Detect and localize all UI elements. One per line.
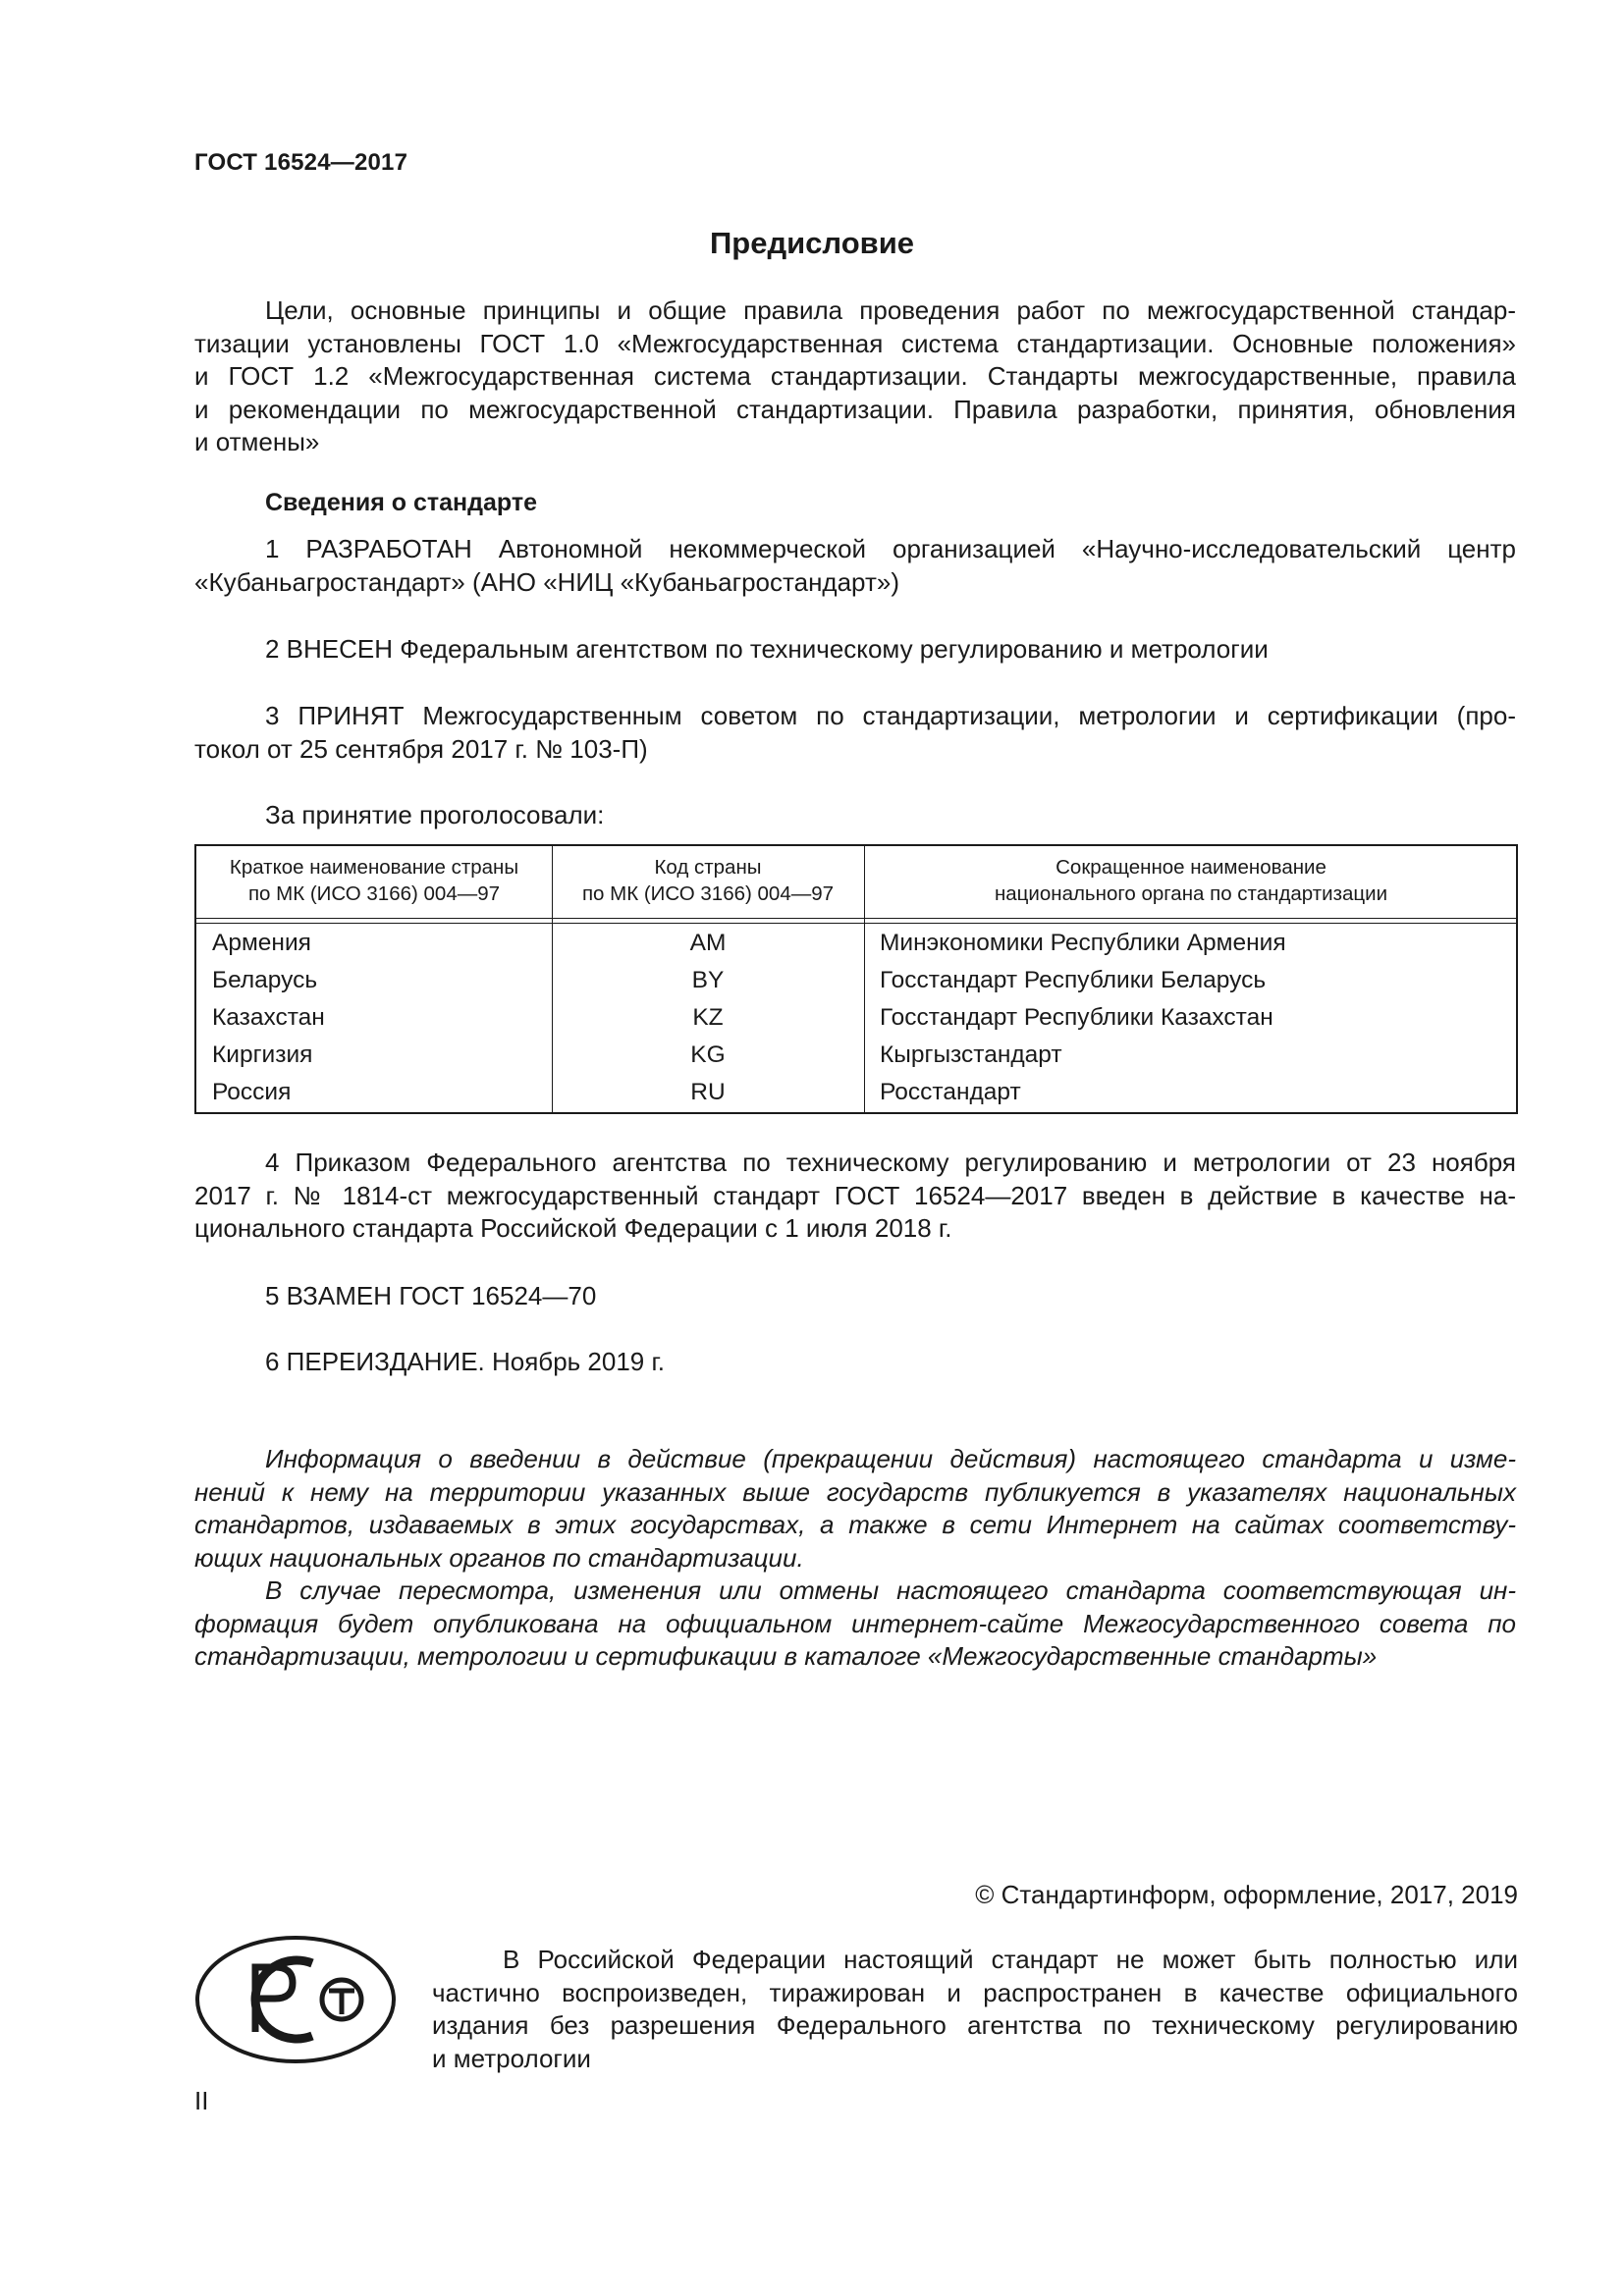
table-row: Киргизия (212, 1041, 313, 1068)
intro-paragraph (194, 294, 1516, 459)
voting-table (194, 844, 1518, 1114)
notice-line: издания без разрешения Федерального агентства по техническому регулированию (432, 2010, 1518, 2040)
intro-line: Цели, основные принципы и общие правила проведения работ по межгосударственной стандар- (265, 295, 1516, 325)
item-line: 1 РАЗРАБОТАН Автономной некоммерческой организацией «Научно-исследовательский центр (265, 534, 1516, 563)
notice-line: и метрологии (432, 2043, 591, 2073)
standard-info-heading: Сведения о стандарте (265, 489, 538, 516)
document-code: ГОСТ 16524—2017 (194, 149, 408, 176)
intro-line: и ГОСТ 1.2 «Межгосударственная система стандартизации. Стандарты межгосударственные, правила (194, 361, 1516, 391)
item-enacted (194, 1147, 1516, 1246)
table-cell-code: BY (691, 967, 725, 993)
reproduction-notice (432, 1944, 1518, 2075)
italic-line: В случае пересмотра, изменения или отмены настоящего стандарта соответствующая ин- (265, 1575, 1516, 1605)
table-row: Армения (212, 930, 311, 956)
item-introduced: 2 ВНЕСЕН Федеральным агентством по техническому регулированию и метрологии (265, 634, 1269, 664)
header-line: по МК (ИСО 3166) 004—97 (247, 882, 501, 905)
table-cell-body: Госстандарт Республики Беларусь (880, 967, 1267, 993)
notice-line: В Российской Федерации настоящий стандарт не может быть полностью или (503, 1945, 1518, 1974)
table-row: Россия (212, 1079, 292, 1105)
notice-line: частично воспроизведен, тиражирован и распространен в качестве официального (432, 1977, 1518, 2007)
intro-line: тизации установлены ГОСТ 1.0 «Межгосударственная система стандартизации. Основные положения» (194, 328, 1516, 358)
table-row: Беларусь (212, 967, 318, 993)
table-cell-code: RU (690, 1079, 726, 1105)
copyright-line: © Стандартинформ, оформление, 2017, 2019 (975, 1880, 1518, 1909)
table-header-country (196, 854, 552, 907)
item-line: «Кубаньагростандарт» (АНО «НИЦ «Кубаньагростандарт») (194, 566, 899, 597)
page-title: Предисловие (709, 226, 914, 260)
page-number: II (194, 2086, 209, 2115)
header-line: национального органа по стандартизации (994, 882, 1388, 905)
intro-line: и рекомендации по межгосударственной стандартизации. Правила разработки, принятия, обновления (194, 394, 1516, 424)
table-cell-code: KG (690, 1041, 726, 1068)
italic-line: стандартов, издаваемых в этих государствах, а также в сети Интернет на сайтах соответству- (194, 1510, 1516, 1539)
item-line: 3 ПРИНЯТ Межгосударственным советом по стандартизации, метрологии и сертификации (про- (265, 701, 1516, 730)
intro-line: и отмены» (194, 427, 320, 456)
italic-line: ющих национальных органов по стандартизации. (194, 1542, 804, 1573)
item-adopted (194, 700, 1516, 766)
item-line: токол от 25 сентября 2017 г. № 103-П) (194, 733, 648, 764)
header-line: Краткое наименование страны (229, 856, 519, 879)
table-cell-body: Госстандарт Республики Казахстан (880, 1004, 1273, 1031)
table-header-body (864, 854, 1518, 907)
pct-certification-mark-icon (194, 1934, 397, 2065)
item-line: 2017 г. № 1814-ст межгосударственный стандарт ГОСТ 16524—2017 введен в действие в качестве на- (194, 1180, 1516, 1210)
italic-line: формация будет опубликована на официальном интернет-сайте Межгосударственного совета по (194, 1608, 1516, 1638)
italic-line: нений к нему на территории указанных выше государств публикуется в указателях национальных (194, 1476, 1516, 1507)
table-header-code (552, 854, 864, 907)
italic-line: стандартизации, метрологии и сертификации в каталоге «Межгосударственные стандарты» (194, 1641, 1378, 1671)
item-developed (194, 533, 1516, 599)
header-line: Сокращенное наименование (1056, 856, 1326, 879)
table-cell-code: KZ (692, 1004, 724, 1031)
info-notice-italic (194, 1443, 1516, 1674)
item-reissue: 6 ПЕРЕИЗДАНИЕ. Ноябрь 2019 г. (265, 1347, 666, 1376)
item-replaces: 5 ВЗАМЕН ГОСТ 16524—70 (265, 1281, 597, 1310)
table-cell-body: Кыргызстандарт (880, 1041, 1062, 1068)
item-line: 4 Приказом Федерального агентства по техническому регулированию и метрологии от 23 ноября (265, 1148, 1516, 1177)
table-cell-body: Росстандарт (880, 1079, 1021, 1105)
table-row: Казахстан (212, 1004, 325, 1031)
voted-label: За принятие проголосовали: (265, 800, 605, 829)
italic-line: Информация о введении в действие (прекращении действия) настоящего стандарта и изме- (265, 1444, 1516, 1473)
item-line: ционального стандарта Российской Федерации с 1 июля 2018 г. (194, 1213, 952, 1243)
header-line: Код страны (654, 856, 762, 879)
header-rule (196, 923, 1516, 924)
table-cell-code: AM (689, 930, 727, 956)
table-cell-body: Минэкономики Республики Армения (880, 930, 1286, 956)
header-line: по МК (ИСО 3166) 004—97 (581, 882, 835, 905)
header-rule (196, 918, 1516, 919)
